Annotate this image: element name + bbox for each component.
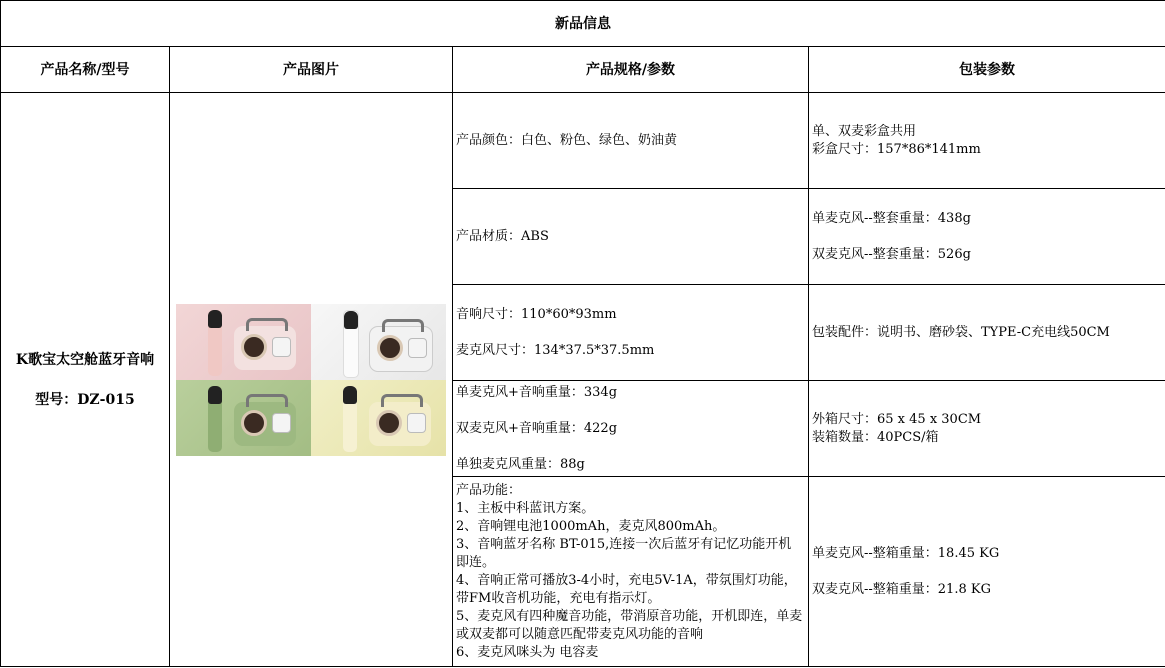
product-model: 型号：DZ-015 bbox=[35, 391, 135, 408]
feature-line: 6、麦克风咪头为 电容麦 bbox=[456, 644, 599, 660]
pack-line: 双麦克风--整箱重量：21.8 KG bbox=[812, 581, 991, 597]
header-product-image: 产品图片 bbox=[170, 47, 453, 93]
feature-line: 产品功能： bbox=[456, 482, 522, 498]
variant-white bbox=[311, 304, 446, 380]
spec-line: 单独麦克风重量：88g bbox=[456, 456, 585, 472]
pack-line: 外箱尺寸：65 x 45 x 30CM bbox=[812, 411, 982, 427]
spec-line: 单麦克风+音响重量：334g bbox=[456, 384, 618, 400]
feature-line: 1、主板中科蓝讯方案。 bbox=[456, 500, 595, 516]
spec-cell-3 bbox=[453, 285, 809, 381]
spec-cell-1 bbox=[453, 93, 809, 189]
spec-line: 产品颜色：白色、粉色、绿色、奶油黄 bbox=[456, 132, 678, 148]
variant-pink bbox=[176, 304, 311, 380]
spec-cell-2 bbox=[453, 189, 809, 285]
spec-line: 音响尺寸：110*60*93mm bbox=[456, 306, 617, 322]
variant-cream bbox=[311, 380, 446, 456]
pack-line: 单、双麦彩盒共用 bbox=[812, 123, 917, 139]
product-name: K歌宝太空舱蓝牙音响 bbox=[15, 351, 155, 368]
pack-cell-3 bbox=[809, 285, 1165, 381]
feature-line: 2、音响锂电池1000mAh，麦克风800mAh。 bbox=[456, 518, 726, 534]
feature-line: 5、麦克风有四种魔音功能，带消原音功能，开机即连，单麦或双麦都可以随意匹配带麦克风功能的音响 bbox=[456, 608, 803, 642]
header-product-name: 产品名称/型号 bbox=[1, 47, 170, 93]
pack-cell-4 bbox=[809, 381, 1165, 477]
pack-line: 包装配件：说明书、磨砂袋、TYPE-C充电线50CM bbox=[812, 324, 1110, 340]
pack-line: 单麦克风--整箱重量：18.45 KG bbox=[812, 545, 1000, 561]
variant-green bbox=[176, 380, 311, 456]
product-image-cell bbox=[170, 93, 453, 667]
table-title: 新品信息 bbox=[1, 1, 1165, 47]
spec-cell-features bbox=[453, 477, 809, 667]
pack-line: 单麦克风--整套重量：438g bbox=[812, 210, 971, 226]
spec-line: 麦克风尺寸：134*37.5*37.5mm bbox=[456, 342, 655, 358]
pack-line: 双麦克风--整套重量：526g bbox=[812, 246, 971, 262]
spec-line: 双麦克风+音响重量：422g bbox=[456, 420, 618, 436]
header-product-spec: 产品规格/参数 bbox=[453, 47, 809, 93]
pack-line: 彩盒尺寸：157*86*141mm bbox=[812, 141, 981, 157]
feature-line: 3、音响蓝牙名称 BT-015,连接一次后蓝牙有记忆功能开机即连。 bbox=[456, 536, 792, 570]
pack-line: 装箱数量：40PCS/箱 bbox=[812, 429, 939, 445]
pack-cell-1 bbox=[809, 93, 1165, 189]
product-name-cell bbox=[1, 93, 170, 667]
feature-line: 4、音响正常可播放3-4小时，充电5V-1A，带氛围灯功能，带FM收音机功能，充电有指示灯。 bbox=[456, 572, 797, 606]
header-packaging: 包装参数 bbox=[809, 47, 1165, 93]
pack-cell-2 bbox=[809, 189, 1165, 285]
product-photo-icon bbox=[176, 304, 446, 456]
spec-cell-4 bbox=[453, 381, 809, 477]
pack-cell-5 bbox=[809, 477, 1165, 667]
spec-line: 产品材质：ABS bbox=[456, 228, 549, 244]
